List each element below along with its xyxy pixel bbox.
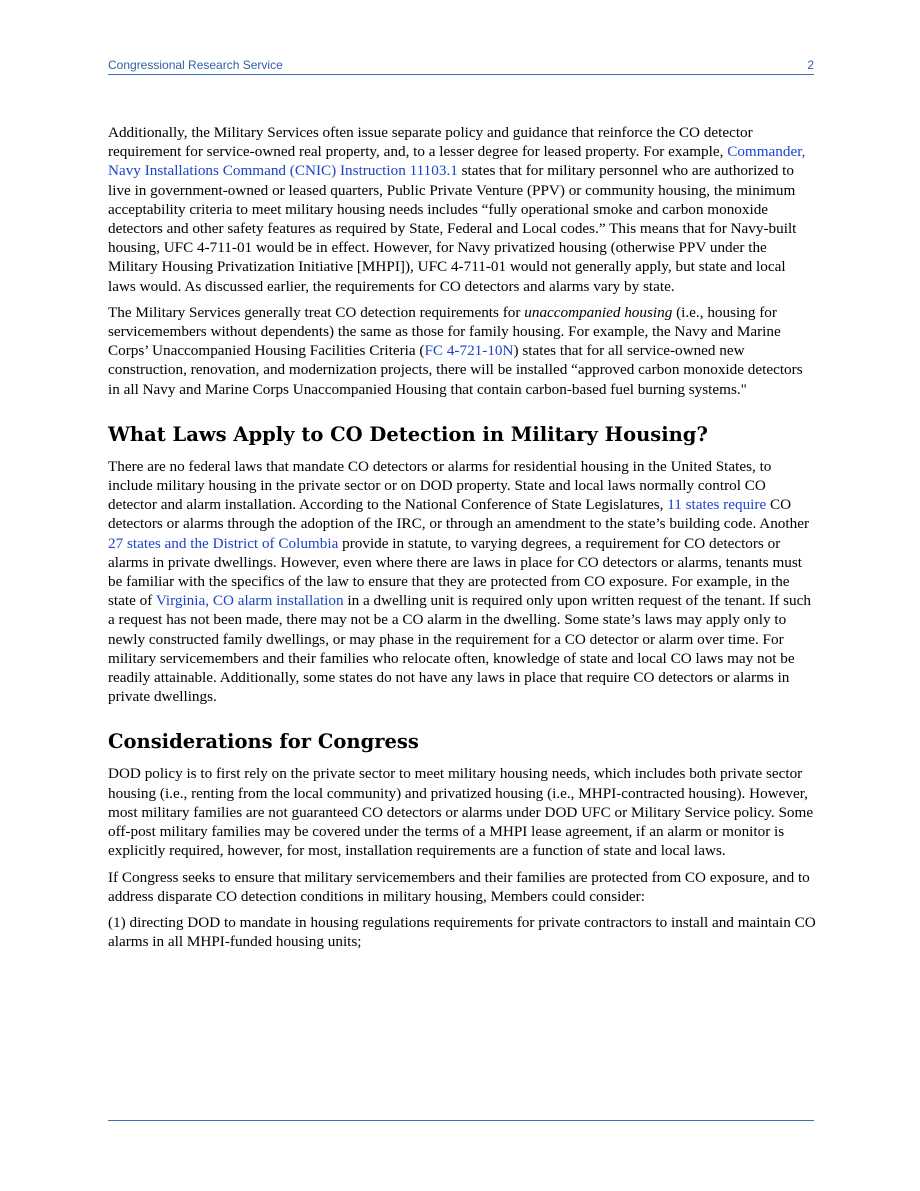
paragraph-text: in a dwelling unit is required only upon written request of the tenant. If such a request has not been made, there may not be a CO alarm in the dwelling. Some state’s laws may apply only to newly constructed family dwellings, or may phase in the requirement for a CO detector or alarm over time. For military servicemembers and their families who relocate often, knowledge of state and local CO laws may not be readily attainable. Additionally, some states do not have any laws in place that require CO detectors or alarms in private dwellings. — [108, 592, 811, 706]
paragraph-text: The Military Services generally treat CO detection requirements for — [108, 303, 525, 321]
virginia-co-alarm-link[interactable]: Virginia, CO alarm installation — [155, 592, 344, 610]
footer-rule — [108, 1120, 814, 1121]
page-number: 2 — [807, 58, 814, 72]
paragraph-congress-options: If Congress seeks to ensure that military servicemembers and their families are protected from CO exposure, and to address disparate CO detection conditions in military housing, Members could consider: — [108, 868, 810, 905]
paragraph-text: provide in statute, to varying degrees, a requirement for CO detectors or alarms in private dwellings. However, even where there are laws in place for CO detectors or alarms, tenants must be familiar with the specifics of the law to ensure that they are protected from CO exposure. For example, in the state of — [108, 534, 802, 610]
paragraph-option-one: (1) directing DOD to mandate in housing regulations requirements for private contractors to install and maintain CO alarms in all MHPI-funded housing units; — [108, 913, 816, 951]
fc-4-721-10n-link[interactable]: FC 4-721-10N — [424, 342, 514, 360]
twenty-seven-states-link[interactable]: 27 states and the District of Columbia — [108, 534, 339, 552]
emphasis-text: unaccompanied housing — [524, 303, 673, 321]
section-heading-laws: What Laws Apply to CO Detection in Military Housing? — [108, 422, 708, 446]
paragraph-dod-policy: DOD policy is to first rely on the private sector to meet military housing needs, which includes both private sector housing (i.e., renting from the local community) and privatized housing (i.e., MHPI-contracted housing). However, most military families are not guaranteed CO detectors or alarms under DOD UFC or Military Service policy. Some off-post military families may be covered under the terms of a MHPI lease agreement, if an alarm or monitor is explicitly required, however, for most, installation requirements are a function of state and local laws. — [108, 765, 814, 860]
paragraph-text: (i.e., housing for servicemembers without dependents) the same as those for family housing. For example, the Navy and Marine Corps’ Unaccompanied Housing Facilities Criteria ( — [108, 303, 781, 360]
header-organization: Congressional Research Service — [108, 58, 283, 72]
eleven-states-link[interactable]: 11 states require — [667, 496, 767, 514]
running-header — [108, 58, 814, 75]
paragraph-text: states that for military personnel who are authorized to live in government-owned or leased quarters, Public Private Venture (PPV) or community housing, the minimum acceptability criteria to meet military housing needs includes “fully operational smoke and carbon monoxide detectors and other safety features as required by State, Federal and Local codes.” This means that for Navy-built housing, UFC 4-711-01 would be in effect. However, for Navy privatized housing (otherwise PPV under the Military Housing Privatization Initiative [MHPI]), UFC 4-711-01 would not generally apply, but state and local laws would. As discussed earlier, the requirements for CO detectors and alarms vary by state. — [108, 162, 797, 295]
body-content — [108, 123, 816, 958]
paragraph-text: CO detectors or alarms through the adoption of the IRC, or through an amendment to the state’s building code. Another — [108, 496, 809, 533]
paragraph-text: Additionally, the Military Services often issue separate policy and guidance that reinforce the CO detector requirement for service-owned real property, and, to a lesser degree for leased property. For example, — [108, 124, 753, 161]
paragraph-state-laws — [108, 457, 816, 707]
cnic-instruction-link[interactable]: Commander, Navy Installations Command (CNIC) Instruction 11103.1 — [108, 143, 806, 180]
section-heading-considerations: Considerations for Congress — [108, 730, 419, 754]
paragraph-unaccompanied-housing — [108, 303, 816, 399]
paragraph-text: ) states that for all service-owned new construction, renovation, and modernization projects, there will be installed “approved carbon monoxide detectors in all Navy and Marine Corps Unaccompanied Housing that contain carbon-based fuel burning systems." — [108, 342, 803, 398]
paragraph-text: There are no federal laws that mandate CO detectors or alarms for residential housing in the United States, to include military housing in the private sector or on DOD property. State and local laws normally control CO detector and alarm installation. According to the National Conference of State Legislatures, — [108, 457, 772, 514]
paragraph-navy-guidance — [108, 123, 816, 296]
